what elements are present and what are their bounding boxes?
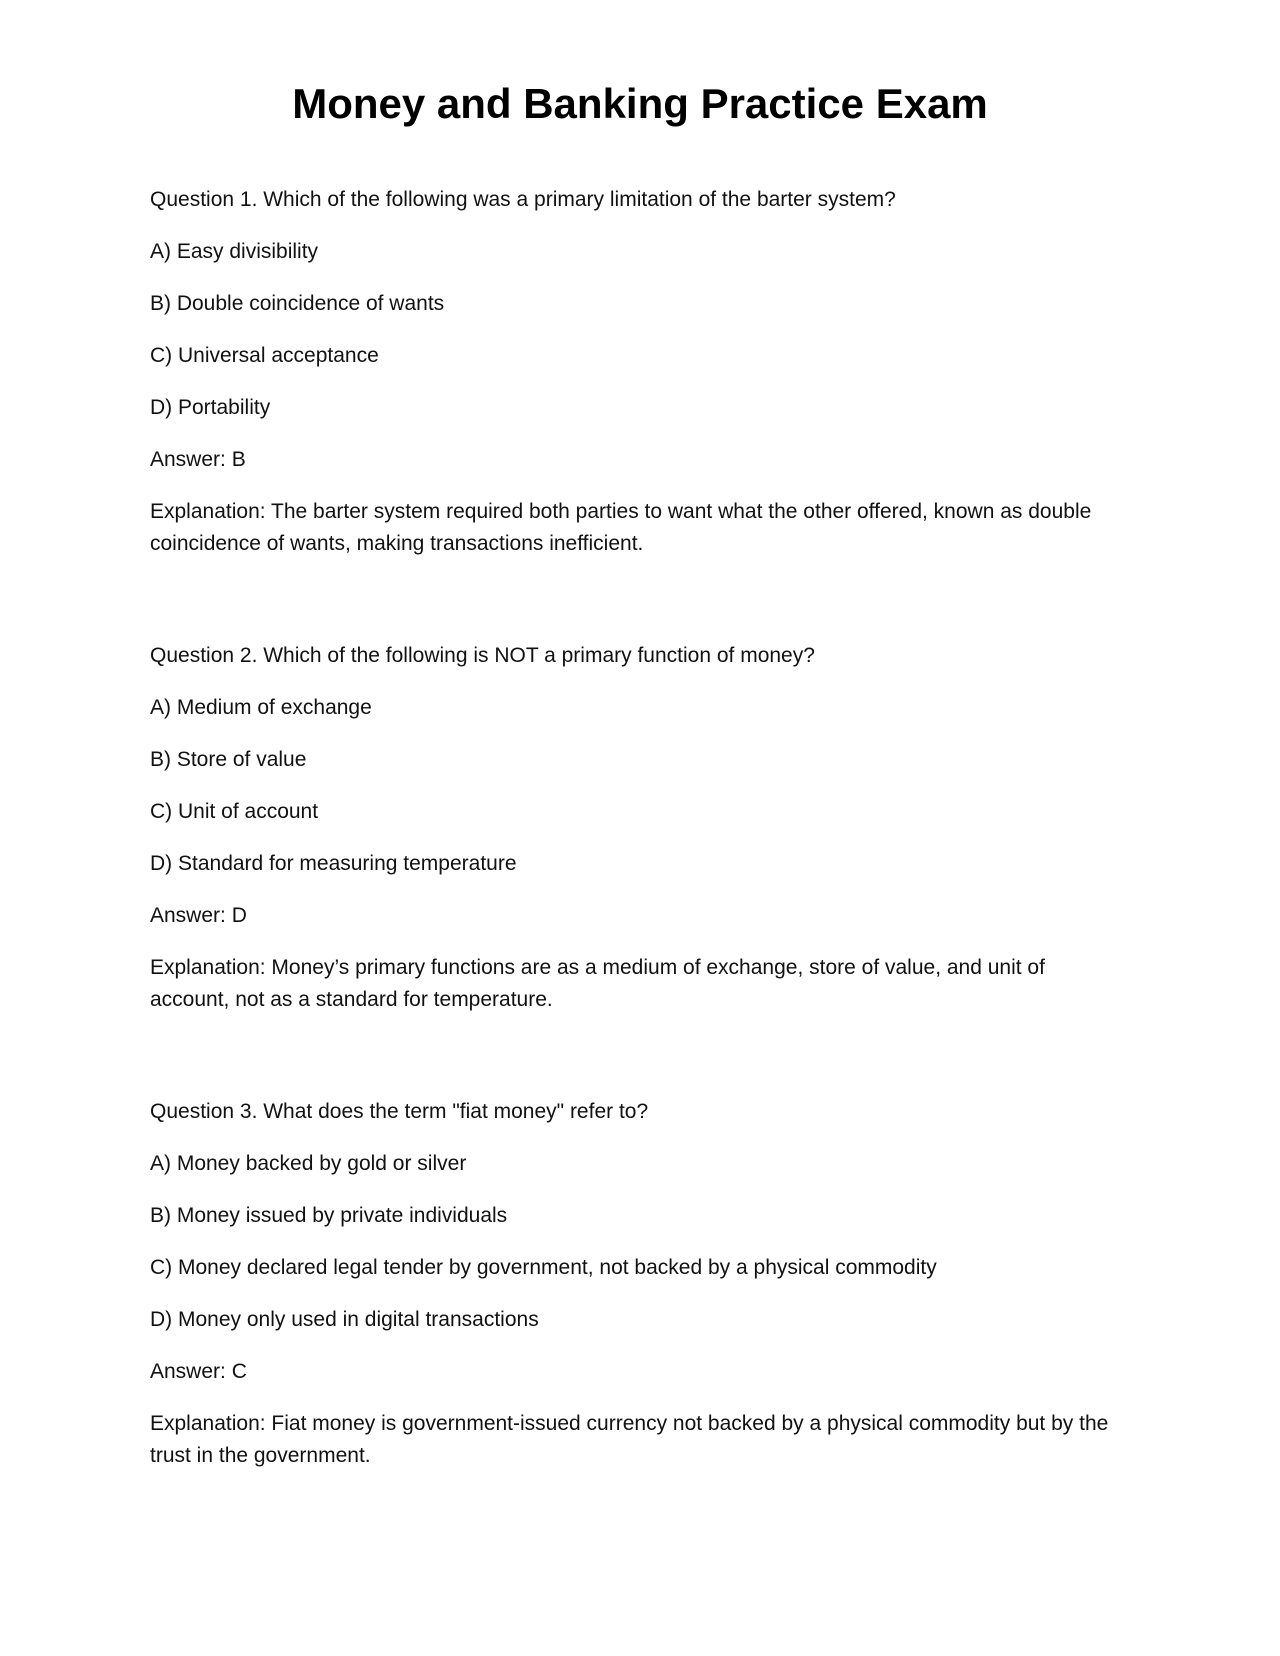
option-c: C) Universal acceptance [150,344,379,367]
option-d: D) Portability [150,396,271,419]
option-c: C) Unit of account [150,800,319,823]
answer-text: Answer: B [150,448,246,471]
explanation-text: Explanation: Fiat money is government-issued currency not backed by a physical commodity but by the trust in the government. [150,1412,1109,1467]
option-d: D) Standard for measuring temperature [150,852,517,875]
option-b: B) Double coincidence of wants [150,292,445,315]
question-text: Question 1. Which of the following was a primary limitation of the barter system? [150,188,896,211]
answer-text: Answer: D [150,904,247,927]
question-text: Question 2. Which of the following is NOT a primary function of money? [150,644,815,667]
option-a: A) Money backed by gold or silver [150,1152,467,1175]
option-c: C) Money declared legal tender by government, not backed by a physical commodity [150,1256,937,1279]
option-a: A) Medium of exchange [150,696,372,719]
explanation-text: Explanation: The barter system required both parties to want what the other offered, known as double coincidence of wants, making transactions inefficient. [150,500,1092,555]
option-d: D) Money only used in digital transactions [150,1308,539,1331]
answer-text: Answer: C [150,1360,247,1383]
question-text: Question 3. What does the term "fiat money" refer to? [150,1100,649,1123]
option-b: B) Money issued by private individuals [150,1204,508,1227]
option-b: B) Store of value [150,748,307,771]
option-a: A) Easy divisibility [150,240,319,263]
explanation-text: Explanation: Money’s primary functions are as a medium of exchange, store of value, and unit of account, not as a standard for temperature. [150,956,1045,1011]
page-title: Money and Banking Practice Exam [292,80,988,127]
